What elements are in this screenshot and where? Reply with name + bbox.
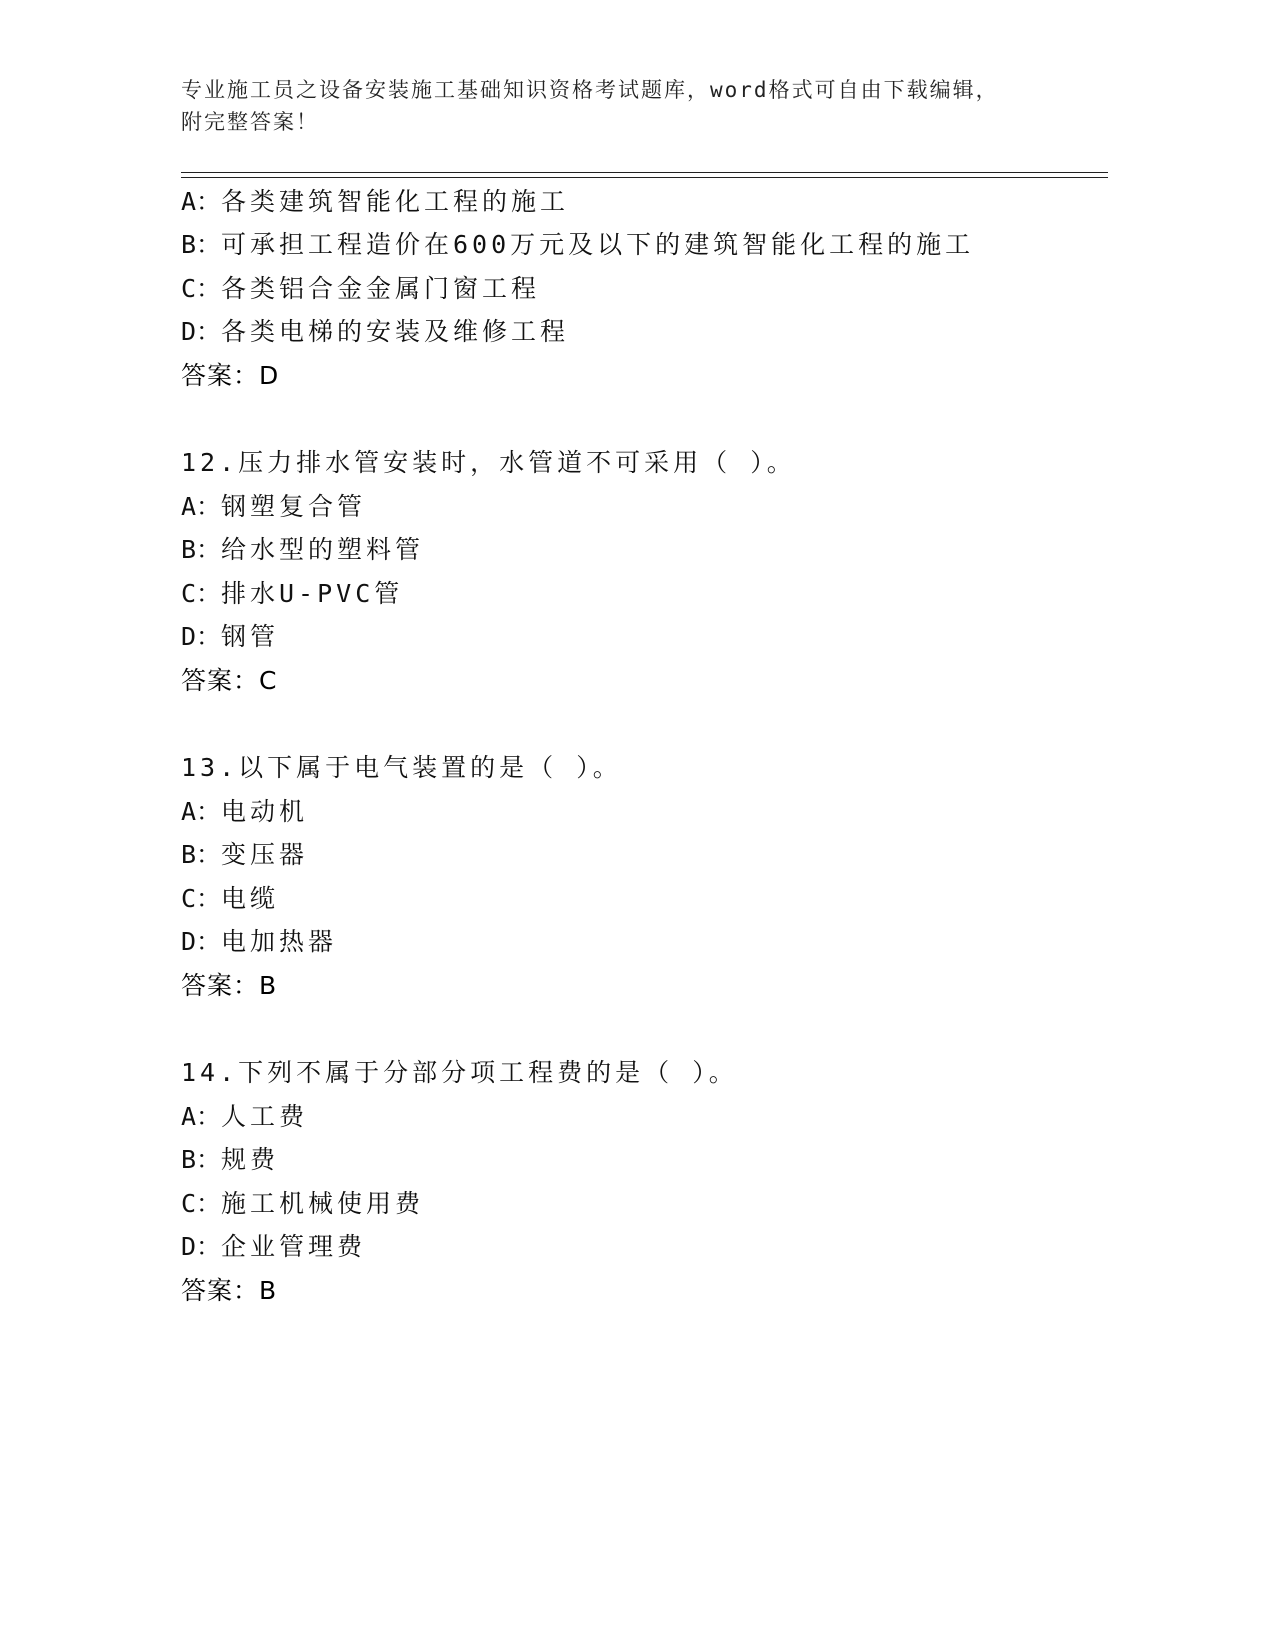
option-text: 电缆 bbox=[221, 884, 280, 913]
option-label: B： bbox=[181, 535, 222, 564]
option-text: 各类铝合金金属门窗工程 bbox=[221, 274, 541, 303]
option-a bbox=[181, 491, 366, 523]
option-label: D： bbox=[181, 1232, 222, 1261]
header-line-1: 专业施工员之设备安装施工基础知识资格考试题库，word格式可自由下载编辑， bbox=[181, 78, 999, 102]
option-text: 变压器 bbox=[221, 840, 309, 869]
option-text: 电动机 bbox=[221, 797, 309, 826]
option-b bbox=[181, 229, 974, 261]
option-c bbox=[181, 1188, 424, 1220]
question-stem: 13.以下属于电气装置的是（ ）。 bbox=[181, 753, 622, 782]
option-text: 给水型的塑料管 bbox=[221, 535, 425, 564]
option-d bbox=[181, 621, 279, 653]
option-text: 排水U-PVC管 bbox=[221, 579, 404, 608]
option-label: B： bbox=[181, 230, 222, 259]
answer: 答案：D bbox=[181, 361, 280, 390]
option-label: C： bbox=[181, 579, 222, 608]
option-text: 人工费 bbox=[221, 1102, 309, 1131]
header-divider-top bbox=[181, 172, 1108, 173]
header-divider-bottom bbox=[181, 177, 1108, 178]
answer: 答案：B bbox=[181, 971, 278, 1000]
option-label: A： bbox=[181, 1102, 222, 1131]
question-stem: 12.压力排水管安装时，水管道不可采用（ ）。 bbox=[181, 448, 796, 477]
option-d bbox=[181, 1231, 366, 1263]
option-label: C： bbox=[181, 274, 222, 303]
option-text: 可承担工程造价在600万元及以下的建筑智能化工程的施工 bbox=[221, 230, 975, 259]
option-text: 施工机械使用费 bbox=[221, 1189, 425, 1218]
option-label: C： bbox=[181, 884, 222, 913]
option-label: C： bbox=[181, 1189, 222, 1218]
question-stem: 14.下列不属于分部分项工程费的是（ ）。 bbox=[181, 1058, 738, 1087]
answer: 答案：B bbox=[181, 1276, 278, 1305]
option-d bbox=[181, 316, 569, 348]
option-a bbox=[181, 796, 308, 828]
answer: 答案：C bbox=[181, 666, 278, 695]
option-label: D： bbox=[181, 317, 222, 346]
option-label: A： bbox=[181, 492, 222, 521]
option-a bbox=[181, 186, 569, 218]
option-a bbox=[181, 1101, 308, 1133]
option-text: 钢塑复合管 bbox=[221, 492, 367, 521]
option-text: 企业管理费 bbox=[221, 1232, 367, 1261]
option-label: B： bbox=[181, 840, 222, 869]
option-text: 各类建筑智能化工程的施工 bbox=[221, 187, 570, 216]
option-label: A： bbox=[181, 797, 222, 826]
option-b bbox=[181, 534, 424, 566]
option-b bbox=[181, 839, 308, 871]
option-c bbox=[181, 273, 540, 305]
option-label: D： bbox=[181, 927, 222, 956]
option-text: 各类电梯的安装及维修工程 bbox=[221, 317, 570, 346]
option-label: D： bbox=[181, 622, 222, 651]
option-label: B： bbox=[181, 1145, 222, 1174]
document-header bbox=[181, 74, 1041, 138]
option-c bbox=[181, 578, 403, 610]
option-text: 钢管 bbox=[221, 622, 280, 651]
option-c bbox=[181, 883, 279, 915]
option-b bbox=[181, 1144, 279, 1176]
option-d bbox=[181, 926, 337, 958]
option-text: 电加热器 bbox=[221, 927, 338, 956]
option-label: A： bbox=[181, 187, 222, 216]
option-text: 规费 bbox=[221, 1145, 280, 1174]
header-line-2: 附完整答案！ bbox=[181, 110, 319, 134]
